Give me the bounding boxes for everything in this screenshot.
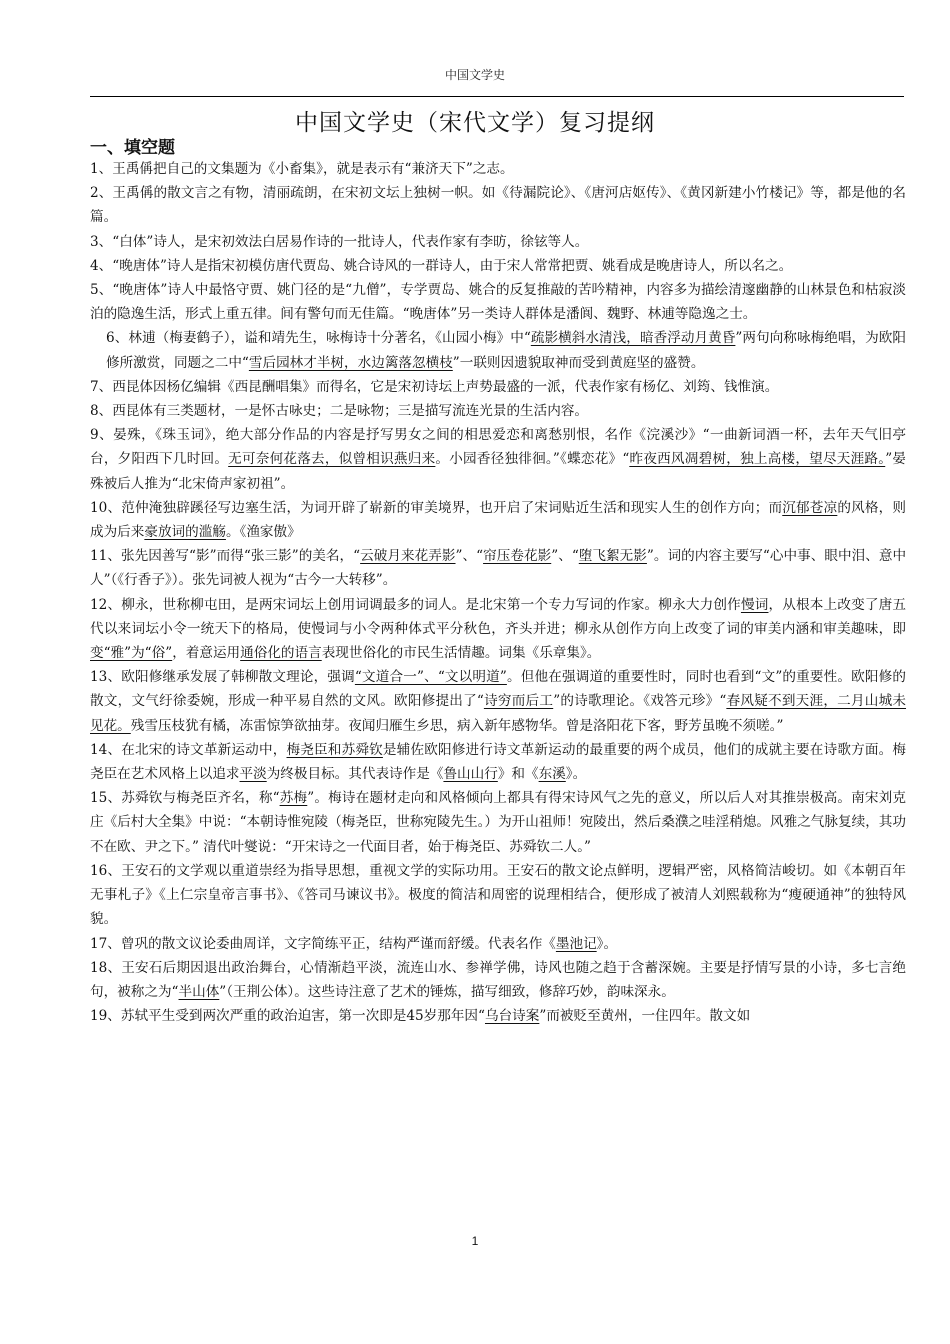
paragraph-18: 18、王安石后期因退出政治舞台，心情渐趋平淡，流连山水、参禅学佛，诗风也随之趋于含蓄深婉。主要是抒情写景的小诗，多七言绝句，被称之为“半山体”（王荆公体）。这些诗注意了艺术的锤炼，描写细致，修辞巧妙，韵味深永。: [90, 959, 906, 1000]
underlined-term: 鲁山山行: [443, 766, 498, 783]
underlined-term: 沉郁苍凉: [782, 499, 838, 516]
underlined-term: 乌台诗案: [484, 1008, 540, 1025]
running-header: 中国文学史: [444, 68, 505, 82]
paragraph-11: 11、张先因善写“影”而得“张三影”的美名，“云破月来花弄影”、“帘压卷花影”、“堕飞絮无影”。词的内容主要写“心中事、眼中泪、意中人”（《行香子》）。张先词被人视为“古今一大转移”。: [90, 548, 907, 589]
section-heading: 一、填空题: [90, 138, 175, 158]
paragraph-16: 16、王安石的文学观以重道崇经为指导思想，重视文学的实际功用。王安石的散文论点鲜明，逻辑严密，风格简洁峻切。如《本朝百年无事札子》《上仁宗皇帝言事书》、《答司马谏议书》。极度的简洁和周密的说理相结合，便形成了被清人刘熙载称为“瘦硬通神”的独特风貌。: [90, 862, 906, 928]
paragraph-7: 7、西昆体因杨亿编辑《西昆酬唱集》而得名，它是宋初诗坛上声势最盛的一派，代表作家有杨亿、刘筠、钱惟演。: [90, 378, 779, 395]
underlined-term: 诗穷而后工: [483, 693, 554, 710]
document-body: [90, 157, 906, 1028]
paragraph-12: 12、柳永，世称柳屯田，是两宋词坛上创用词调最多的词人。是北宋第一个专力写词的作家。柳永大力创作慢词，从根本上改变了唐五代以来词坛小令一统天下的格局，使慢词与小令两种体式平分秋色，齐头并进；柳永从创作方向上改变了词的审美内涵和审美趣味，即变“雅”为“俗”，着意运用通俗化的语言表现世俗化的市民生活情趣。词集《乐章集》。: [90, 596, 907, 662]
underlined-quote: 无可奈何花落去，似曾相识燕归来: [228, 451, 436, 468]
underlined-quote: 帘压卷花影: [483, 548, 552, 565]
underlined-term: 东溪: [538, 766, 566, 783]
paragraph-17: 17、曾巩的散文议论委曲周详，文字简练平正，结构严谨而舒缓。代表名作《墨池记》。: [90, 935, 618, 952]
underlined-term: 平淡: [239, 766, 267, 783]
underlined-term: 苏梅: [279, 790, 308, 807]
underlined-term: 梅尧臣和苏舜钦: [286, 741, 383, 758]
underlined-term: 慢词: [740, 596, 769, 613]
paragraph-19: 19、苏轼平生受到两次严重的政治迫害，第一次即是45岁那年因“乌台诗案”而被贬至黄州，一住四年。散文如: [90, 1008, 751, 1025]
underlined-quote: 堕飞絮无影: [578, 548, 647, 565]
underlined-term: 通俗化的语言: [240, 645, 322, 662]
paragraph-13: 13、欧阳修继承发展了韩柳散文理论，强调“文道合一”、“文以明道”。但他在强调道的重要性时，同时也看到“文”的重要性。欧阳修的散文，文气纡徐委婉，形成一种平易自然的文风。欧阳修提出了“诗穷而后工”的诗歌理论。《戏答元珍》“春风疑不到天涯，二月山城未见花。残雪压枝犹有橘，冻雷惊笋欲抽芽。夜闻归雁生乡思，病入新年感物华。曾是洛阳花下客，野芳虽晚不须嗟。”: [90, 669, 907, 734]
paragraph-14: 14、在北宋的诗文革新运动中，梅尧臣和苏舜钦是辅佐欧阳修进行诗文革新运动的最重要的两个成员，他们的成就主要在诗歌方面。梅尧臣在艺术风格上以追求平淡为终极目标。其代表诗作是《鲁山山行》和《东溪》。: [90, 741, 907, 783]
underlined-term: 半山体: [178, 983, 220, 1000]
paragraph-9: 9、晏殊，《珠玉词》，绝大部分作品的内容是抒写男女之间的相思爱恋和离愁别恨，名作《浣溪沙》“一曲新词酒一杯，去年天气旧亭台，夕阳西下几时回。无可奈何花落去，似曾相识燕归来。小园香径独徘徊。”《蝶恋花》“昨夜西风凋碧树，独上高楼，望尽天涯路。”晏殊被后人推为“北宋倚声家初祖”。: [90, 427, 906, 492]
underlined-term: 变“雅”为“俗”: [90, 645, 173, 662]
paragraph-15: 15、苏舜钦与梅尧臣齐名，称“苏梅”。梅诗在题材走向和风格倾向上都具有得宋诗风气之先的意义，所以后人对其推崇极高。南宋刘克庄《后村大全集》中说：“本朝诗惟宛陵（梅尧臣，世称宛陵先生。）为开山祖师！宛陵出，然后桑濮之哇淫稍熄。风雅之气脉复续，其功不在欧、尹之下。” 清代叶燮说：“开宋诗之一代面目者，始于梅尧臣、苏舜钦二人。”: [90, 790, 907, 855]
paragraph-2: 2、王禹偁的散文言之有物，清丽疏朗，在宋初文坛上独树一帜。如《待漏院论》、《唐河店妪传》、《黄冈新建小竹楼记》等，都是他的名篇。: [90, 185, 906, 226]
paragraph-1: 1、王禹偁把自己的文集题为《小畜集》，就是表示有“兼济天下”之志。: [90, 161, 514, 177]
header-rule: [90, 96, 904, 97]
paragraph-6: 6、林逋（梅妻鹤子），谥和靖先生，咏梅诗十分著名，《山园小梅》中“疏影横斜水清浅，暗香浮动月黄昏”两句向称咏梅绝唱，为欧阳修所激赏，同题之二中“雪后园林才半树，水边篱落忽横枝”一联则因遗貌取神而受到黄庭坚的盛赞。: [106, 330, 907, 371]
paragraph-3: 3、“白体”诗人，是宋初效法白居易作诗的一批诗人，代表作家有李昉，徐铉等人。: [90, 233, 589, 250]
underlined-quote: 春风疑不到天涯，二月山城未见花。: [90, 693, 907, 734]
paragraph-8: 8、西昆体有三类题材，一是怀古咏史；二是咏物；三是描写流连光景的生活内容。: [90, 403, 589, 420]
underlined-term: “文道合一”、“文以明道”: [354, 669, 507, 686]
underlined-quote: 雪后园林才半树，水边篱落忽横枝: [248, 354, 453, 371]
paragraph-5: 5、“晚唐体”诗人中最恪守贾、姚门径的是“九僧”，专学贾岛、姚合的反复推敲的苦吟精神，内容多为描绘清邃幽静的山林景色和枯寂淡泊的隐逸生活，形式上重五律。间有警句而无佳篇。“晚唐体”另一类诗人群体是潘阆、魏野、林逋等隐逸之士。: [90, 282, 906, 323]
page-number: 1: [471, 1234, 479, 1248]
underlined-term: 墨池记: [555, 935, 597, 952]
underlined-quote: 云破月来花弄影: [360, 548, 456, 565]
paragraph-4: 4、“晚唐体”诗人是指宋初模仿唐代贾岛、姚合诗风的一群诗人，由于宋人常常把贾、姚看成是晚唐诗人，所以名之。: [90, 257, 793, 274]
underlined-term: 豪放词的滥觞: [144, 524, 226, 541]
document-title: 中国文学史（宋代文学）复习提纲: [295, 110, 655, 136]
underlined-quote: 昨夜西风凋碧树，独上高楼，望尽天涯路。: [629, 451, 886, 468]
underlined-quote: 疏影横斜水清浅，暗香浮动月黄昏: [530, 330, 736, 347]
paragraph-10: 10、范仲淹独辟蹊径写边塞生活，为词开辟了崭新的审美境界，也开启了宋词贴近生活和现实人生的创作方向；而沉郁苍凉的风格，则成为后来豪放词的滥觞。《渔家傲》: [90, 499, 907, 541]
